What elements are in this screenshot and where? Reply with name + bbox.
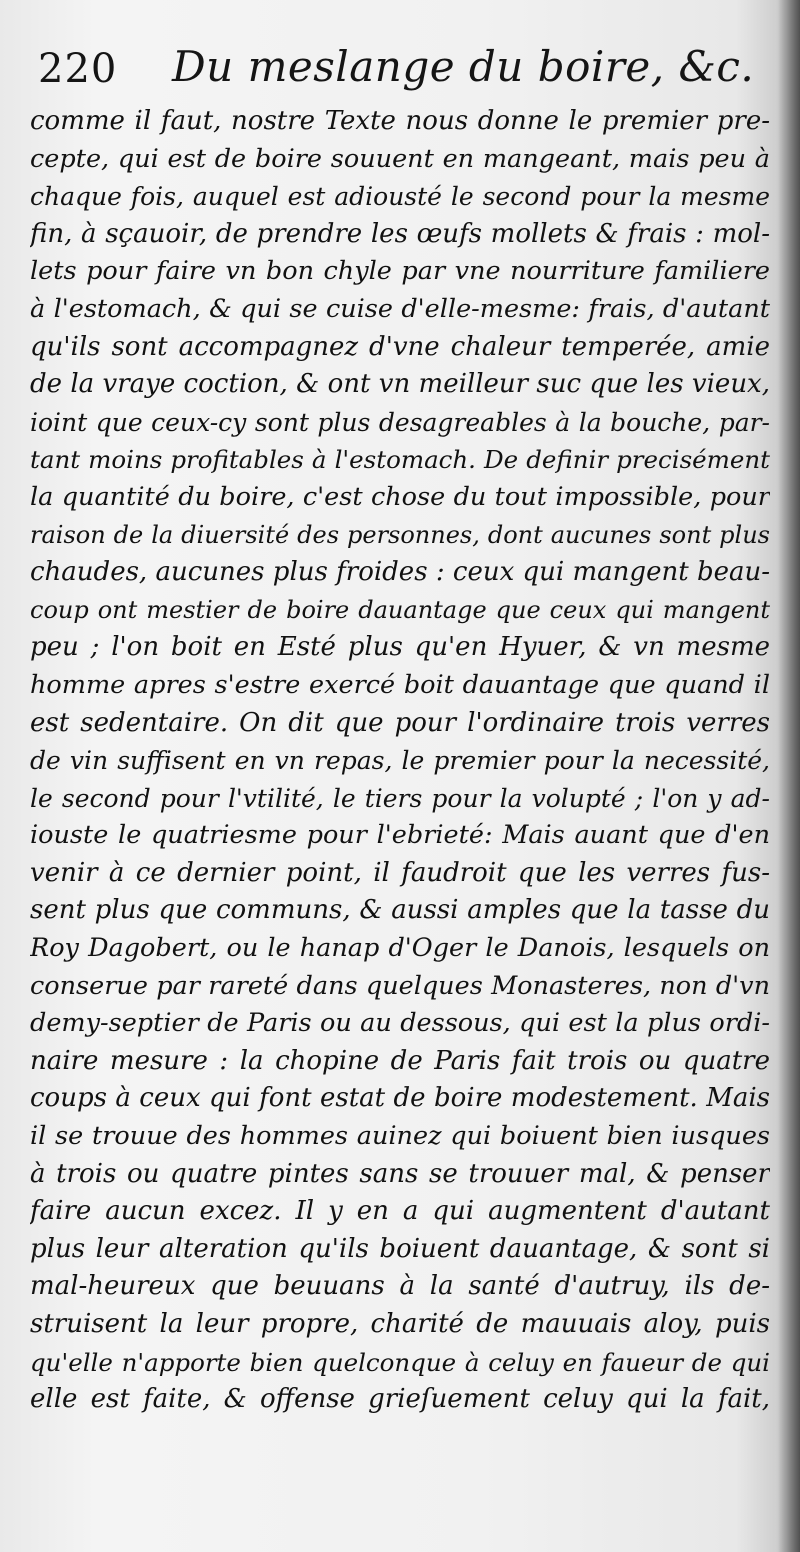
text-line: coups à ceux qui font estat de boire modestement. Mais — [30, 1083, 770, 1114]
text-line: la quantité du boire, c'est chose du tout impossible, pour — [30, 481, 770, 512]
body-text — [30, 103, 770, 1419]
running-head — [34, 38, 774, 98]
text-line: Roy Dagobert, ou le hanap d'Oger le Danois, lesquels on — [30, 933, 770, 964]
text-line: de la vraye coction, & ont vn meilleur suc que les vieux, — [30, 369, 770, 400]
text-line: peu ; l'on boit en Esté plus qu'en Hyuer, & vn mesme — [30, 632, 770, 663]
page-edge-shadow — [778, 0, 800, 1552]
text-line: iouste le quatriesme pour l'ebrieté: Mais auant que d'en — [30, 820, 770, 851]
text-line: mal-heureux que beuuans à la santé d'autruy, ils de- — [30, 1271, 770, 1302]
text-line: demy-septier de Paris ou au dessous, qui est la plus ordi- — [30, 1008, 770, 1039]
text-line: raison de la diuersité des personnes, dont aucunes sont plus — [30, 520, 770, 549]
text-line: tant moins profitables à l'estomach. De definir precisément — [30, 445, 770, 475]
text-line: conserue par rareté dans quelques Monasteres, non d'vn — [30, 970, 770, 1001]
text-line: struisent la leur propre, charité de mauuais aloy, puis — [30, 1309, 770, 1339]
text-line: comme il faut, nostre Texte nous donne le premier pre- — [30, 106, 770, 136]
text-line: fin, à sçauoir, de prendre les œufs mollets & frais : mol- — [30, 218, 770, 249]
text-line: à l'estomach, & qui se cuise d'elle-mesme: frais, d'autant — [30, 293, 770, 324]
text-line: venir à ce dernier point, il faudroit que les verres fus- — [30, 857, 770, 888]
text-line: plus leur alteration qu'ils boiuent dauantage, & sont si — [30, 1233, 770, 1264]
text-line: sent plus que communs, & aussi amples que la tasse du — [30, 895, 770, 926]
text-line: est sedentaire. On dit que pour l'ordinaire trois verres — [30, 707, 770, 738]
text-line: faire aucun excez. Il y en a qui augmentent d'autant — [30, 1196, 770, 1227]
text-line: à trois ou quatre pintes sans se trouuer mal, & penser — [30, 1158, 770, 1189]
text-line: homme apres s'estre exercé boit dauantage que quand il — [30, 669, 770, 700]
text-line: il se trouue des hommes auinez qui boiuent bien iusques — [30, 1121, 770, 1152]
text-line: cepte, qui est de boire souuent en mangeant, mais peu à — [30, 143, 770, 174]
text-line: naire mesure : la chopine de Paris fait trois ou quatre — [30, 1045, 770, 1076]
running-title: Du meslange du boire, &c. — [172, 42, 755, 91]
text-line: le second pour l'vtilité, le tiers pour la volupté ; l'on y ad- — [30, 783, 770, 813]
text-line: chaque fois, auquel est adiousté le second pour la mesme — [30, 182, 770, 212]
text-line: de vin suffisent en vn repas, le premier pour la necessité, — [30, 746, 770, 776]
text-line: ioint que ceux-cy sont plus desagreables à la bouche, par- — [30, 407, 770, 437]
text-line: chaudes, aucunes plus froides : ceux qui mangent beau- — [30, 557, 770, 588]
text-line: lets pour faire vn bon chyle par vne nourriture familiere — [30, 256, 770, 287]
text-line: coup ont mestier de boire dauantage que ceux qui mangent — [30, 595, 770, 624]
text-line: qu'elle n'apporte bien quelconque à celuy en faueur de qui — [30, 1347, 770, 1377]
text-line: elle est faite, & offense grieſuement celuy qui la fait, — [30, 1384, 770, 1415]
page-number: 220 — [38, 46, 118, 92]
text-line: qu'ils sont accompagnez d'vne chaleur temperée, amie — [30, 331, 770, 362]
